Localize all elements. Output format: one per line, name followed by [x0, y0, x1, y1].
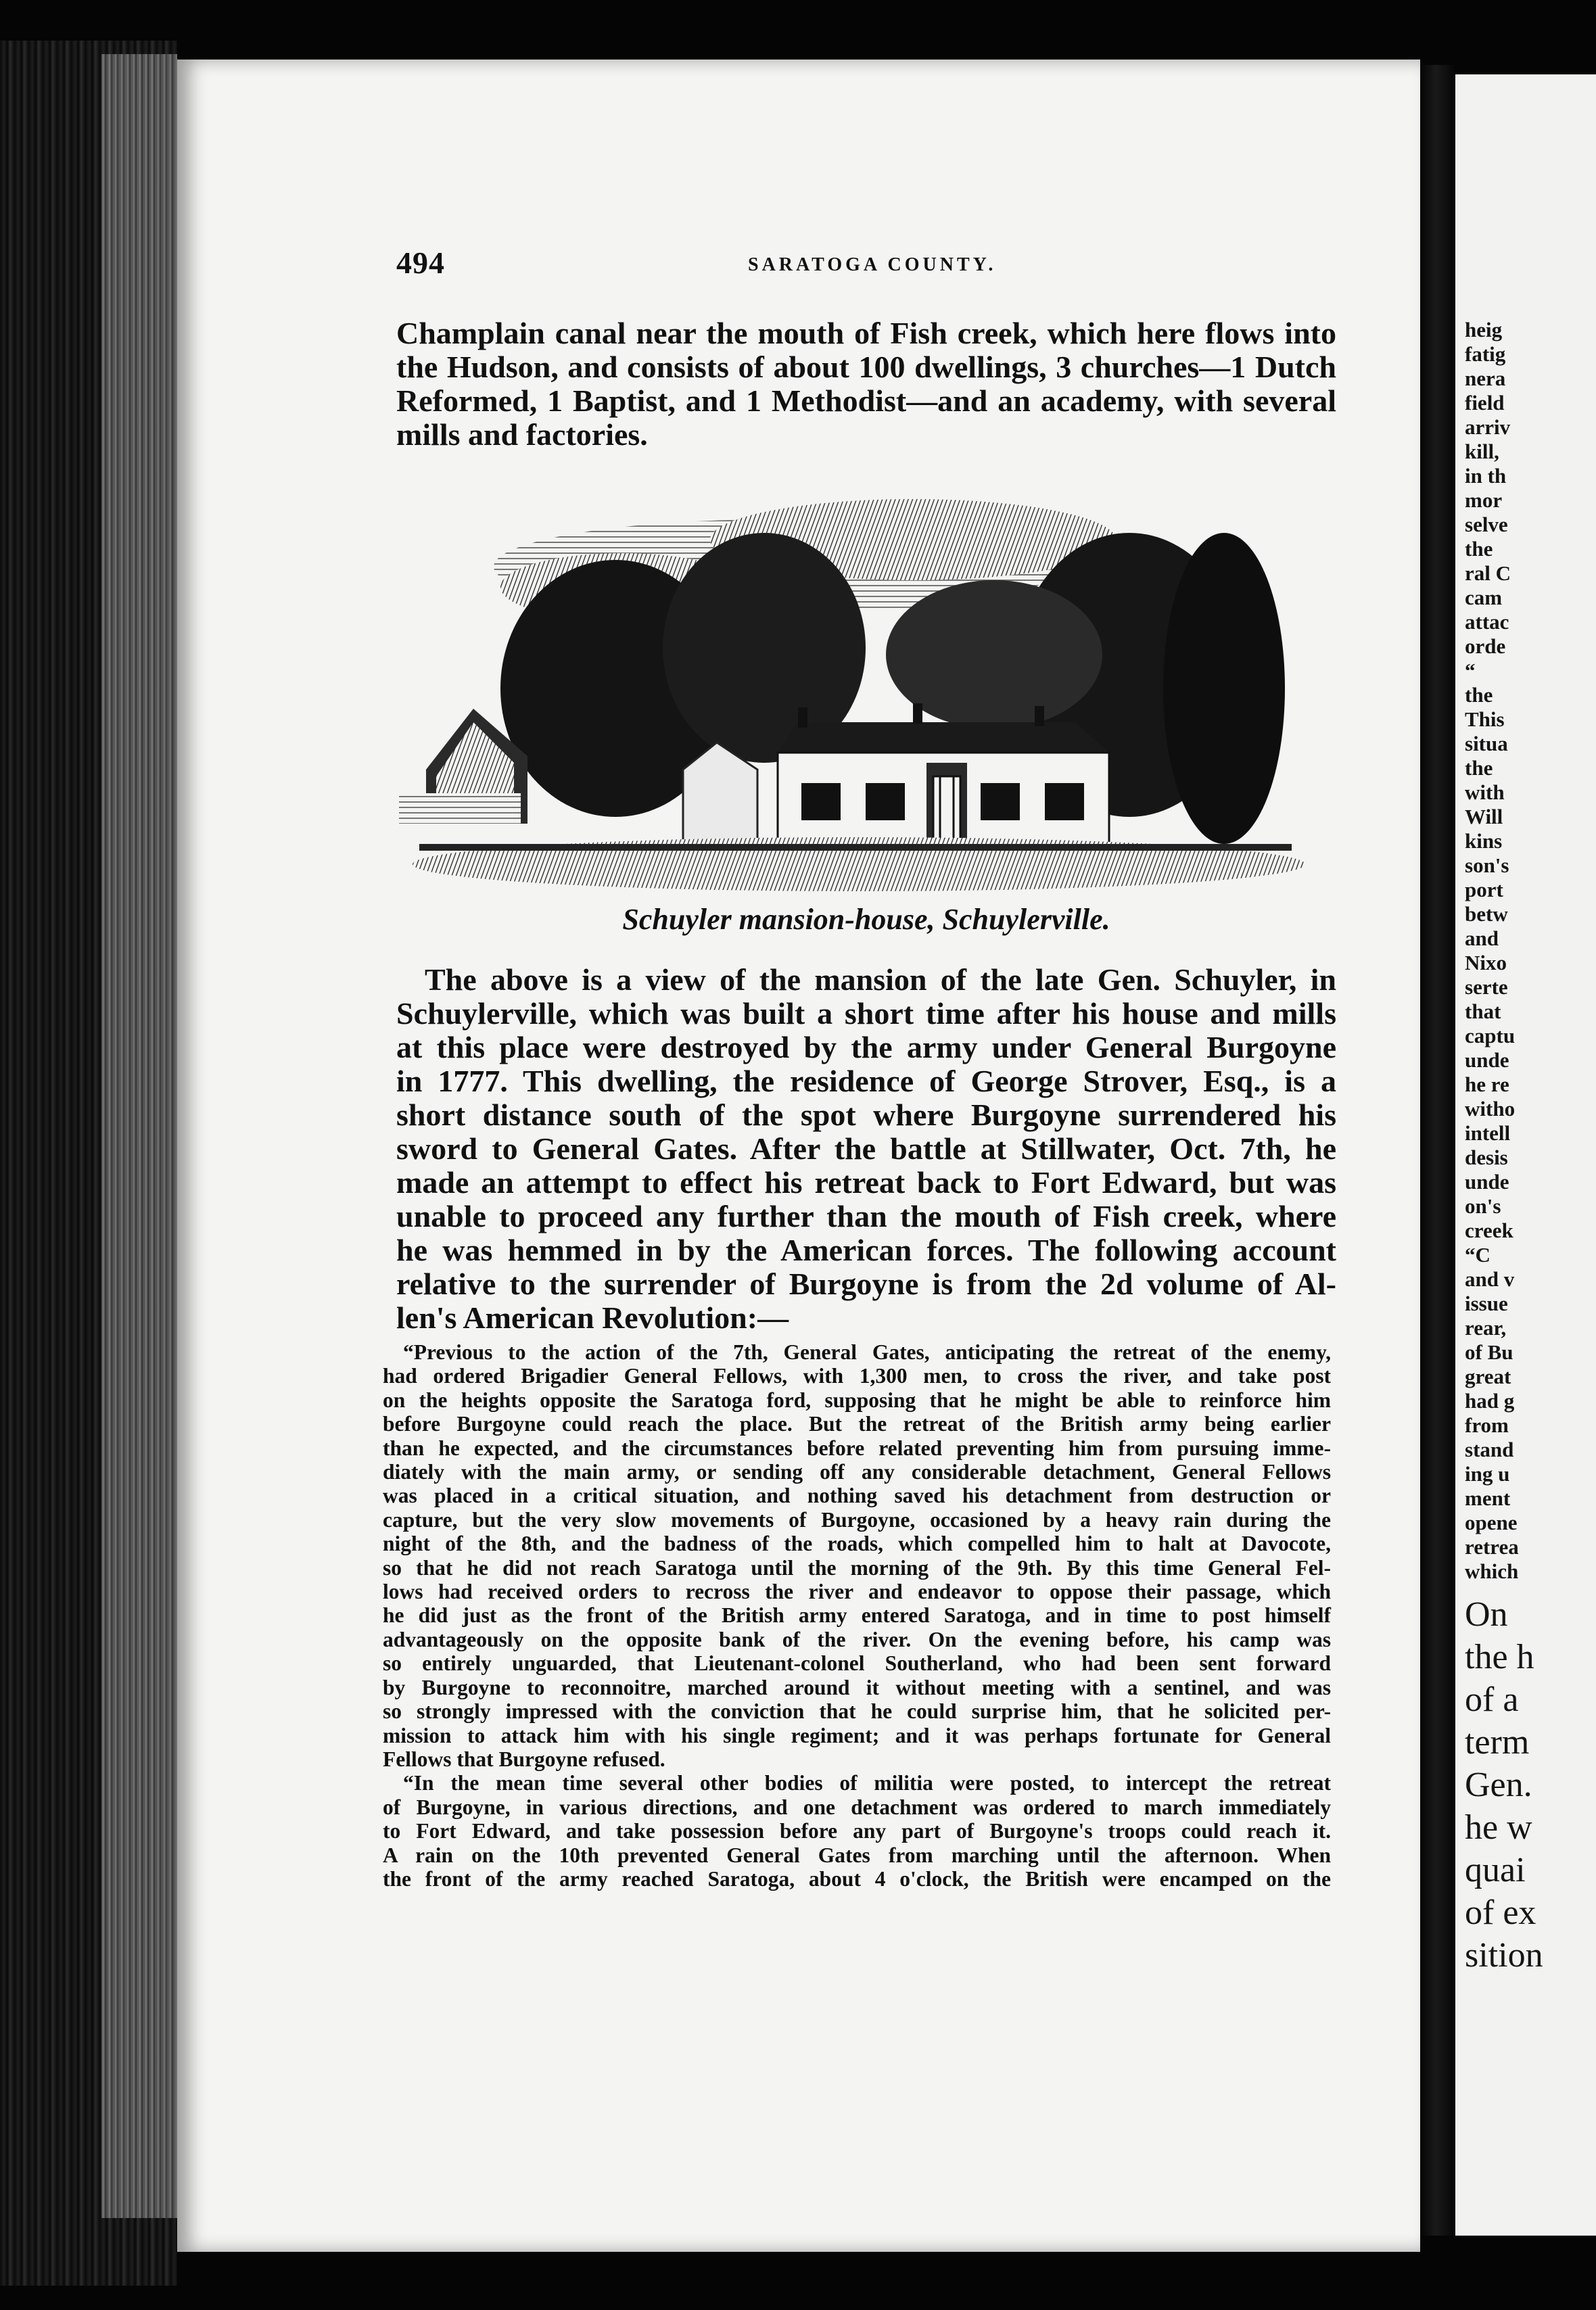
facing-page-line: the [1465, 683, 1493, 707]
facing-page-line: which [1465, 1559, 1519, 1583]
facing-page-line: unde [1465, 1048, 1509, 1072]
text-line: at this place were destroyed by the army under General Burgoyne [396, 1030, 1336, 1064]
quote-line: he did just as the front of the British army entered Saratoga, and in time to post himself [383, 1603, 1331, 1628]
facing-page-line: On [1465, 1595, 1508, 1634]
quote-line: mission to attack him with his single regiment; and it was perhaps fortunate for General [383, 1723, 1331, 1747]
quote-line: “Previous to the action of the 7th, General Gates, anticipating the retreat of the enemy, [403, 1340, 1331, 1364]
facing-page-line: orde [1465, 634, 1506, 658]
facing-page-line: cam [1465, 586, 1503, 609]
quote-line: by Burgoyne to reconnoitre, marched around it without meeting with a sentinel, and was [383, 1675, 1331, 1699]
text-line: Champlain canal near the mouth of Fish creek, which here flows into [396, 316, 1336, 350]
facing-page-line: the h [1465, 1638, 1534, 1676]
facing-page-line: Nixo [1465, 951, 1507, 974]
facing-page-line: son's [1465, 853, 1509, 877]
facing-page-line: This [1465, 707, 1505, 731]
facing-page-line: “C [1465, 1243, 1491, 1267]
facing-page-line: desis [1465, 1146, 1508, 1169]
facing-page-line: selve [1465, 513, 1508, 536]
text-line: sword to General Gates. After the battle at Stillwater, Oct. 7th, he [396, 1131, 1336, 1166]
facing-page-line: ing u [1465, 1462, 1510, 1486]
quote-line: on the heights opposite the Saratoga ford, supposing that he might be able to reinforce him [383, 1388, 1331, 1412]
facing-page-line: the [1465, 756, 1493, 780]
facing-page-line: arriv [1465, 415, 1511, 439]
facing-page-line: opene [1465, 1511, 1518, 1534]
facing-page-line: with [1465, 780, 1505, 804]
block-quote [383, 1340, 1331, 1891]
text-line: len's American Revolution:— [396, 1300, 789, 1335]
quote-line: than he expected, and the circumstances before related preventing him from pursuing imme- [383, 1436, 1331, 1460]
quote-line: had ordered Brigadier General Fellows, with 1,300 men, to cross the river, and take post [383, 1364, 1331, 1388]
facing-page-line: he w [1465, 1808, 1532, 1847]
facing-page-line: the [1465, 537, 1493, 561]
facing-page-line: field [1465, 391, 1505, 415]
facing-page-line: betw [1465, 902, 1508, 926]
facing-page-line: in th [1465, 464, 1507, 488]
quote-line: before Burgoyne could reach the place. But the retreat of the British army being earlier [383, 1412, 1331, 1436]
text-line: made an attempt to effect his retreat back to Fort Edward, but was [396, 1165, 1336, 1200]
facing-page-line: retrea [1465, 1535, 1519, 1559]
facing-page-line: creek [1465, 1219, 1513, 1242]
running-head: SARATOGA COUNTY. [748, 254, 997, 275]
facing-page-line: that [1465, 999, 1501, 1023]
gutter-shadow [1420, 65, 1455, 2236]
facing-page-line: mor [1465, 488, 1503, 512]
facing-page-line: witho [1465, 1097, 1516, 1121]
quote-line: “In the mean time several other bodies of militia were posted, to intercept the retreat [403, 1771, 1331, 1795]
page-header [396, 245, 1343, 285]
text-line: the Hudson, and consists of about 100 dwellings, 3 churches—1 Dutch [396, 350, 1336, 384]
quote-line: lows had received orders to recross the river and endeavor to oppose their passage, which [383, 1580, 1331, 1604]
facing-page-line: quai [1465, 1851, 1526, 1889]
facing-page [1455, 74, 1596, 2236]
facing-page-line: and [1465, 926, 1499, 950]
quote-line: capture, but the very slow movements of Burgoyne, occasioned by a heavy rain during the [383, 1507, 1331, 1532]
illustration-caption: Schuyler mansion-house, Schuylerville. [622, 903, 1110, 936]
text-line: mills and factories. [396, 417, 648, 452]
quote-line: Fellows that Burgoyne refused. [383, 1747, 665, 1771]
quote-line: so strongly impressed with the conviction that he could surprise him, that he solicited per- [383, 1699, 1331, 1724]
main-paragraph [396, 963, 1336, 1335]
text-line: short distance south of the spot where Burgoyne surrendered his [396, 1098, 1336, 1132]
facing-page-line: kins [1465, 829, 1503, 853]
quote-line: of Burgoyne, in various directions, and one detachment was ordered to march immediately [383, 1795, 1331, 1819]
facing-page-line: sition [1465, 1936, 1543, 1975]
quote-line: so entirely unguarded, that Lieutenant-colonel Southerland, who had been sent forward [383, 1651, 1331, 1676]
quote-line: advantageously on the opposite bank of the river. On the evening before, his camp was [383, 1627, 1331, 1651]
facing-page-line: term [1465, 1723, 1530, 1762]
text-line: in 1777. This dwelling, the residence of George Strover, Esq., is a [396, 1064, 1336, 1098]
facing-page-line: fatig [1465, 342, 1506, 366]
text-line: he was hemmed in by the American forces. The following account [396, 1233, 1336, 1267]
quote-line: was placed in a critical situation, and nothing saved his detachment from destruction or [383, 1484, 1331, 1508]
facing-page-text [1465, 318, 1596, 1977]
facing-page-line: port [1465, 878, 1503, 901]
facing-page-line: ral C [1465, 561, 1511, 585]
facing-page-line: had g [1465, 1389, 1515, 1413]
facing-page-line: situa [1465, 732, 1508, 755]
page-edges [101, 54, 177, 2218]
facing-page-line: ment [1465, 1486, 1511, 1510]
facing-page-line: captu [1465, 1024, 1516, 1047]
facing-page-line: serte [1465, 975, 1508, 999]
facing-page-line: nera [1465, 367, 1506, 390]
facing-page-line: attac [1465, 610, 1509, 634]
page-number: 494 [396, 245, 445, 280]
quote-line: to Fort Edward, and take possession before any part of Burgoyne's troops could reach it. [383, 1819, 1331, 1843]
text-line: Reformed, 1 Baptist, and 1 Methodist—and an academy, with several [396, 383, 1336, 418]
quote-line: the front of the army reached Saratoga, about 4 o'clock, the British were encamped on the [383, 1866, 1331, 1891]
quote-line: so that he did not reach Saratoga until the morning of the 9th. By this time General Fel- [383, 1555, 1331, 1580]
facing-page-line: on's [1465, 1194, 1501, 1218]
text-line: unable to proceed any further than the mouth of Fish creek, where [396, 1199, 1336, 1233]
text-line: The above is a view of the mansion of the late Gen. Schuyler, in [425, 962, 1336, 997]
facing-page-line: heig [1465, 318, 1503, 341]
facing-page-line: great [1465, 1365, 1511, 1388]
facing-page-line: intell [1465, 1121, 1511, 1145]
facing-page-line: unde [1465, 1170, 1509, 1194]
quote-line: diately with the main army, or sending off any considerable detachment, General Fellows [383, 1460, 1331, 1484]
facing-page-line: kill, [1465, 440, 1499, 463]
facing-page-line: issue [1465, 1292, 1508, 1315]
facing-page-line: from [1465, 1413, 1509, 1437]
facing-page-line: stand [1465, 1438, 1514, 1461]
text-line: Schuylerville, which was built a short time after his house and mills [396, 996, 1336, 1031]
facing-page-line: of Bu [1465, 1340, 1513, 1364]
text-line: relative to the surrender of Burgoyne is from the 2d volume of Al- [396, 1267, 1336, 1301]
facing-page-line: and v [1465, 1267, 1515, 1291]
quote-line: A rain on the 10th prevented General Gates from marching until the afternoon. When [383, 1843, 1331, 1867]
facing-page-line: of a [1465, 1680, 1519, 1719]
facing-page-line: “ [1465, 659, 1476, 682]
facing-page-line: he re [1465, 1072, 1509, 1096]
facing-page-line: Will [1465, 805, 1503, 828]
facing-page-line: Gen. [1465, 1766, 1532, 1804]
facing-page-line: rear, [1465, 1316, 1507, 1340]
facing-page-line: of ex [1465, 1893, 1536, 1932]
quote-line: night of the 8th, and the badness of the roads, which compelled him to halt at Davocote, [383, 1532, 1331, 1556]
schuyler-mansion-engraving [399, 486, 1305, 891]
opening-paragraph [396, 316, 1336, 452]
